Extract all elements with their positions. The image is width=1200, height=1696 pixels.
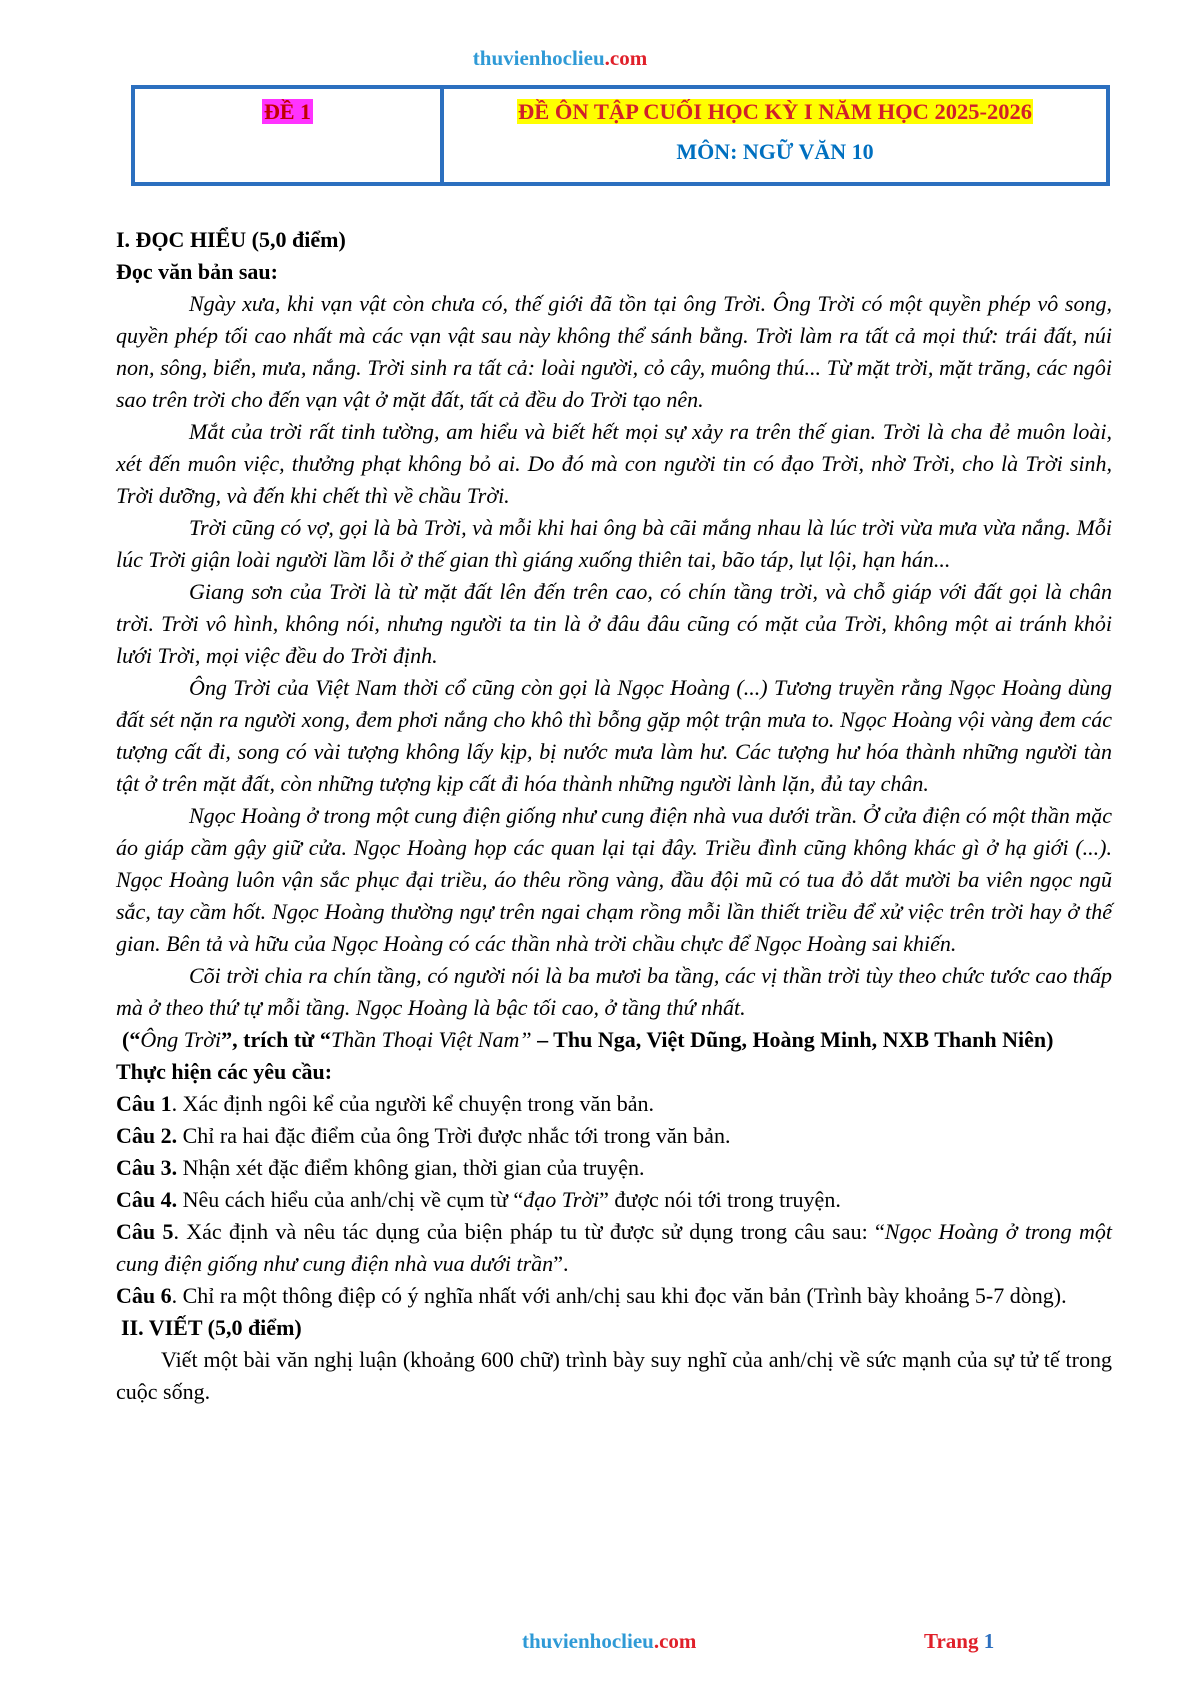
story-paragraph: Ông Trời của Việt Nam thời cổ cũng còn gọi là Ngọc Hoàng (...) Tương truyền rằng Ngọc Hoàng dùng đất sét nặn ra người xong, đem phơi nắng cho khô thì bỗng gặp một trận mưa to. Ngọc Hoàng vội vàng đem các tượng cất đi, song có vài tượng không lấy kịp, bị nước mưa làm hư. Các tượng hư hóa thành những người tàn tật ở trên mặt đất, còn những tượng kịp cất đi hóa thành những người lành lặn, đủ tay chân.: [116, 675, 1112, 796]
question-label: Câu 6: [116, 1283, 172, 1308]
question-4: Câu 4. Nêu cách hiểu của anh/chị về cụm từ “đạo Trời” được nói tới trong truyện.: [116, 1187, 841, 1212]
site-name-part1: thuvienhoclieu: [472, 46, 605, 70]
footer-site-link[interactable]: thuvienhoclieu.com: [522, 1629, 697, 1653]
story-paragraph: Ngọc Hoàng ở trong một cung điện giống như cung điện nhà vua dưới trần. Ở cửa điện có một thần mặc áo giáp cầm gậy giữ cửa. Ngọc Hoàng họp các quan lại tại đây. Triều đình cũng không khác gì ở hạ giới (...). Ngọc Hoàng luôn vận sắc phục đại triều, áo thêu rồng vàng, đầu đội mũ có tua đỏ dắt mười ba viên ngọc ngũ sắc, tay cầm hốt. Ngọc Hoàng thường ngự trên ngai chạm rồng mỗi lần thiết triều để xử việc trên trời hay ở thế gian. Bên tả và hữu của Ngọc Hoàng có các thần nhà trời chầu chực để Ngọc Hoàng sai khiến.: [116, 803, 1112, 956]
tasks-title: Thực hiện các yêu cầu:: [116, 1059, 333, 1084]
question-5: Câu 5. Xác định và nêu tác dụng của biện pháp tu từ được sử dụng trong câu sau: “Ngọc Hoàng ở trong một cung điện giống như cung điện nhà vua dưới trần”.: [116, 1219, 1112, 1276]
question-label: Câu 2.: [116, 1123, 178, 1148]
question-label: Câu 4.: [116, 1187, 178, 1212]
exam-title-cell: [444, 89, 1106, 182]
question-1: Câu 1. Xác định ngôi kể của người kể chuyện trong văn bản.: [116, 1091, 654, 1116]
story-text: [116, 288, 1112, 1024]
story-paragraph: Trời cũng có vợ, gọi là bà Trời, và mỗi khi hai ông bà cãi mắng nhau là lúc trời vừa mưa vừa nắng. Mỗi lúc Trời giận loài người lầm lỗi ở thế gian thì giáng xuống thiên tai, bão táp, lụt lội, hạn hán...: [116, 515, 1112, 572]
exam-code-cell: [135, 89, 444, 182]
page-number: Trang 1: [924, 1629, 995, 1653]
question-label: Câu 3.: [116, 1155, 178, 1180]
story-paragraph: Mắt của trời rất tinh tường, am hiểu và biết hết mọi sự xảy ra trên thế gian. Trời là cha đẻ muôn loài, xét đến muôn việc, thưởng phạt không bỏ ai. Do đó mà con người tin có đạo Trời, nhờ Trời, cho là Trời sinh, Trời dưỡng, và đến khi chết thì về chầu Trời.: [116, 419, 1112, 508]
exam-subject: MÔN: NGỮ VĂN 10: [676, 139, 874, 164]
question-3: Câu 3. Nhận xét đặc điểm không gian, thời gian của truyện.: [116, 1155, 645, 1180]
source-story-title: Ông Trời: [140, 1027, 222, 1052]
exam-header-box: [131, 85, 1110, 186]
writing-prompt: Viết một bài văn nghị luận (khoảng 600 chữ) trình bày suy nghĩ của anh/chị về sức mạnh của sự tử tế trong cuộc sống.: [116, 1347, 1112, 1404]
story-paragraph: Giang sơn của Trời là từ mặt đất lên đến trên cao, có chín tầng trời, và chỗ giáp với đất gọi là chân trời. Trời vô hình, không nói, nhưng người ta tin là ở đâu đâu cũng có mặt của Trời, không một ai tránh khỏi lưới Trời, mọi việc đều do Trời định.: [116, 579, 1112, 668]
source-book-title: Thần Thoại Việt Nam”: [330, 1027, 532, 1052]
exam-code: ĐỀ 1: [263, 99, 312, 124]
source-citation: (“Ông Trời”, trích từ “Thần Thoại Việt Nam” – Thu Nga, Việt Dũng, Hoàng Minh, NXB Thanh Niên): [122, 1027, 1054, 1052]
story-paragraph: Cõi trời chia ra chín tầng, có người nói là ba mươi ba tầng, các vị thần trời tùy theo chức tước cao thấp mà ở theo thứ tự mỗi tầng. Ngọc Hoàng là bậc tối cao, ở tầng thứ nhất.: [116, 963, 1112, 1020]
story-paragraph: Ngày xưa, khi vạn vật còn chưa có, thế giới đã tồn tại ông Trời. Ông Trời có một quyền phép vô song, quyền phép tối cao nhất mà các vạn vật sau này không thể sánh bằng. Trời làm ra tất cả mọi thứ: trái đất, núi non, sông, biển, mưa, nắng. Trời sinh ra tất cả: loài người, cỏ cây, muông thú... Từ mặt trời, mặt trăng, các ngôi sao trên trời cho đến vạn vật ở mặt đất, tất cả đều do Trời tạo nên.: [116, 291, 1112, 412]
question-2: Câu 2. Chỉ ra hai đặc điểm của ông Trời được nhắc tới trong văn bản.: [116, 1123, 731, 1148]
question-6: Câu 6. Chỉ ra một thông điệp có ý nghĩa nhất với anh/chị sau khi đọc văn bản (Trình bày khoảng 5-7 dòng).: [116, 1283, 1067, 1308]
site-header-link[interactable]: [0, 44, 1120, 72]
read-prompt: Đọc văn bản sau:: [116, 259, 278, 284]
question-label: Câu 1: [116, 1091, 172, 1116]
question-label: Câu 5: [116, 1219, 174, 1244]
section1-title: I. ĐỌC HIỂU (5,0 điểm): [116, 227, 346, 252]
exam-title: ĐỀ ÔN TẬP CUỐI HỌC KỲ I NĂM HỌC 2025-2026: [518, 99, 1032, 124]
site-name-part2: .com: [604, 46, 648, 70]
section2-title: II. VIẾT (5,0 điểm): [121, 1315, 302, 1340]
document-body: [116, 224, 1112, 1408]
page-footer: [0, 1626, 1200, 1656]
